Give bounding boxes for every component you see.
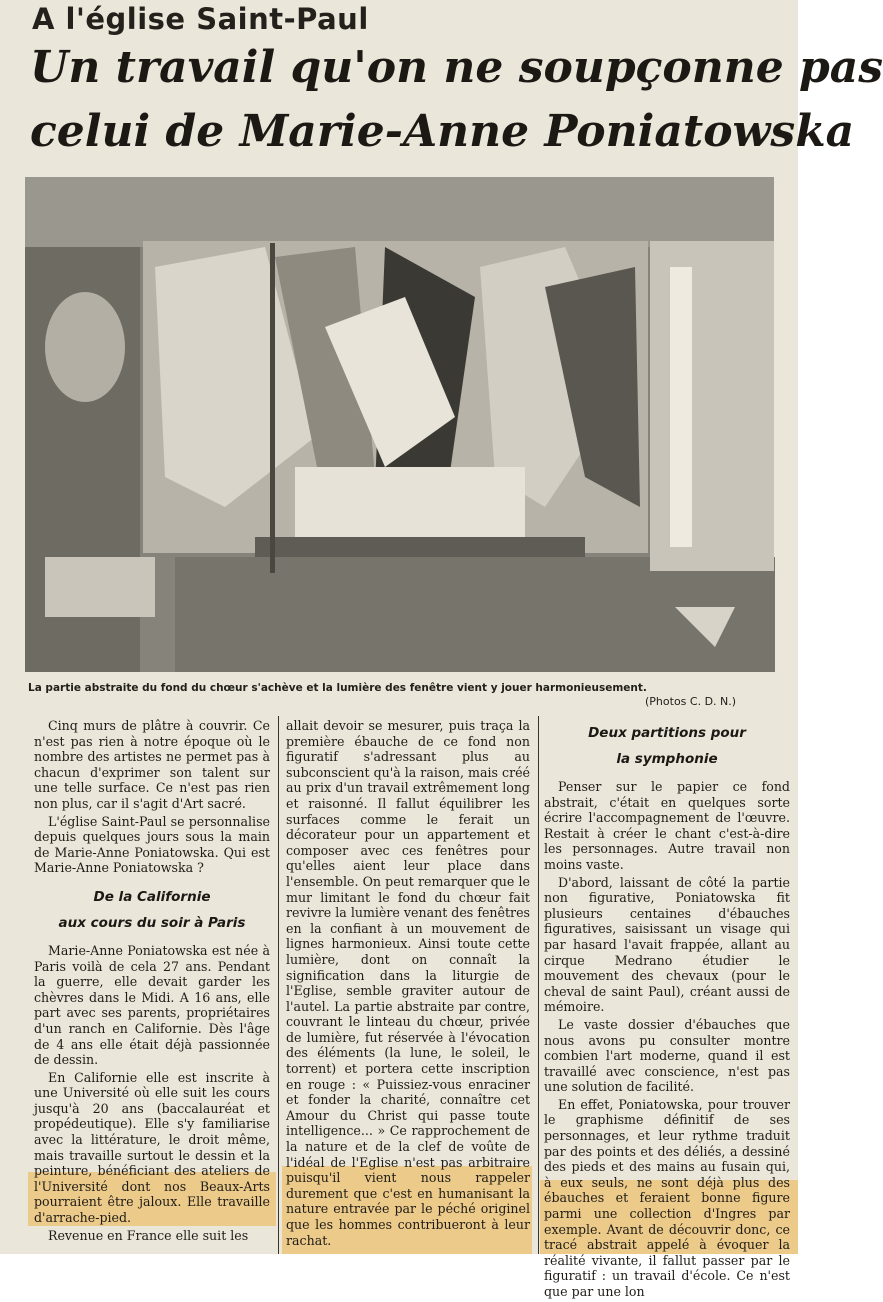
column-rule <box>538 716 539 1254</box>
paragraph: L'église Saint-Paul se personnalise depuis quelques jours sous la main de Marie-Anne Poniatowska. Qui est Marie-Anne Poniatowska ? <box>34 813 270 876</box>
paragraph: Penser sur le papier ce fond abstrait, c'était en quelques sorte écrire l'accompagnement de l'œuvre. Restait à créer le chant c'est-à-dire les personnages. Autre travail non moins vaste. <box>544 779 790 872</box>
subheading-line: Deux partitions pour <box>588 725 746 741</box>
paragraph: En effet, Poniatowska, pour trouver le graphisme définitif de ses personnages, et leur rythme traduit par des points et des déliés, a dessiné des pieds et des mains au fusain qui, à eux seuls, ne sont déjà plus des ébauches et feraient bonne figure parmi une collection d'Ingres par exemple. Avant de découvrir donc, ce tracé abstrait appelé à évoquer la réalité vivante, il fallut passer par le figuratif : un travail d'école. Ce n'est que par une lon <box>544 1096 790 1299</box>
section-subheading <box>34 884 270 936</box>
paragraph: Revenue en France elle suit les <box>48 1227 249 1243</box>
paragraph: Marie-Anne Poniatowska est née à Paris voilà de cela 27 ans. Pendant la guerre, elle devait garder les chèvres dans le Midi. A 16 ans, elle part avec ses parents, propriétaires d'un ranch en Californie. Dès l'âge de 4 ans elle était déjà passionnée de dessin. <box>34 942 270 1068</box>
paragraph: Cinq murs de plâtre à couvrir. Ce n'est pas rien à notre époque où le nombre des artistes ne permet pas à chacun d'exprimer son talent sur une telle surface. Ce n'est pas rien non plus, car il s'agit d'Art sacré. <box>34 718 270 811</box>
paragraph: allait devoir se mesurer, puis traça la première ébauche de ce fond non figuratif s'adressant plus au subconscient qu'à la raison, mais créé au prix d'un travail extrêmement long et raisonné. Il fallut équilibrer les surfaces comme le ferait un décorateur pour un appartement et composer avec ces fenêtres pour qu'elles aient leur place dans l'ensemble. On peut remarquer que le mur limitant le fond du chœur fait revivre la lumière venant des fenêtres en la confiant à un mouvement de lignes harmonieux. Ainsi toute cette lumière, dont on connaît la signification dans la liturgie de l'Eglise, semble graviter autour de l'autel. La partie abstraite par contre, couvrant le linteau du chœur, privée de lumière, fut réservée à l'évocation des éléments (la lune, le soleil, le torrent) et portera cette inscription en rouge : « Puissiez-vous enraciner et fonder la charité, connaître cet Amour du Christ qui passe toute intelligence... » Ce rapprochement de la nature et de la clef de voûte de l'idéal de l'Eglise n'est pas arbitraire puisqu'il vient nous rappeler durement que c'est en humanisant la nature entravée par le péché originel que les hommes contribueront à leur rachat. <box>286 718 530 1248</box>
photo-credit: (Photos C. D. N.) <box>645 695 737 708</box>
paragraph: En Californie elle est inscrite à une Université où elle suit les cours jusqu'à 20 ans (baccalauréat et propédeutique). Elle s'y familiarise avec la littérature, le droit même, mais travaille surtout le dessin et la peinture, bénéficiant des ateliers de l'Université dont nos Beaux-Arts pourraient être jaloux. Elle travaille d'arrache-pied. <box>34 1069 270 1226</box>
photo-caption: La partie abstraite du fond du chœur s'achève et la lumière des fenêtre vient y jouer harmonieusement. <box>28 682 647 694</box>
section-subheading <box>544 720 790 772</box>
headline-line-1: Un travail qu'on ne soupçonne pas <box>30 42 883 93</box>
article-kicker: A l'église Saint-Paul <box>32 2 369 36</box>
paragraph: D'abord, laissant de côté la partie non figurative, Poniatowska fit plusieurs centaines d'ébauches figuratives, saisissant un visage qui par hasard l'avait frappée, allant au cirque Medrano étudier le mouvement des chevaux (pour le cheval de saint Paul), créant aussi de mémoire. <box>544 874 790 1015</box>
article-column-2 <box>286 718 530 1250</box>
subheading-line: la symphonie <box>616 751 718 767</box>
subheading-line: De la Californie <box>93 888 211 905</box>
paragraph: Le vaste dossier d'ébauches que nous avons pu consulter montre combien l'art moderne, quand il est travaillé avec conscience, n'est pas une solution de facilité. <box>544 1016 790 1095</box>
mural-photograph <box>25 177 774 672</box>
column-rule <box>278 716 279 1254</box>
article-column-1 <box>34 718 270 1245</box>
article-column-3 <box>544 718 790 1302</box>
headline-line-2: celui de Marie-Anne Poniatowska <box>30 106 855 157</box>
subheading-line: aux cours du soir à Paris <box>58 914 246 931</box>
